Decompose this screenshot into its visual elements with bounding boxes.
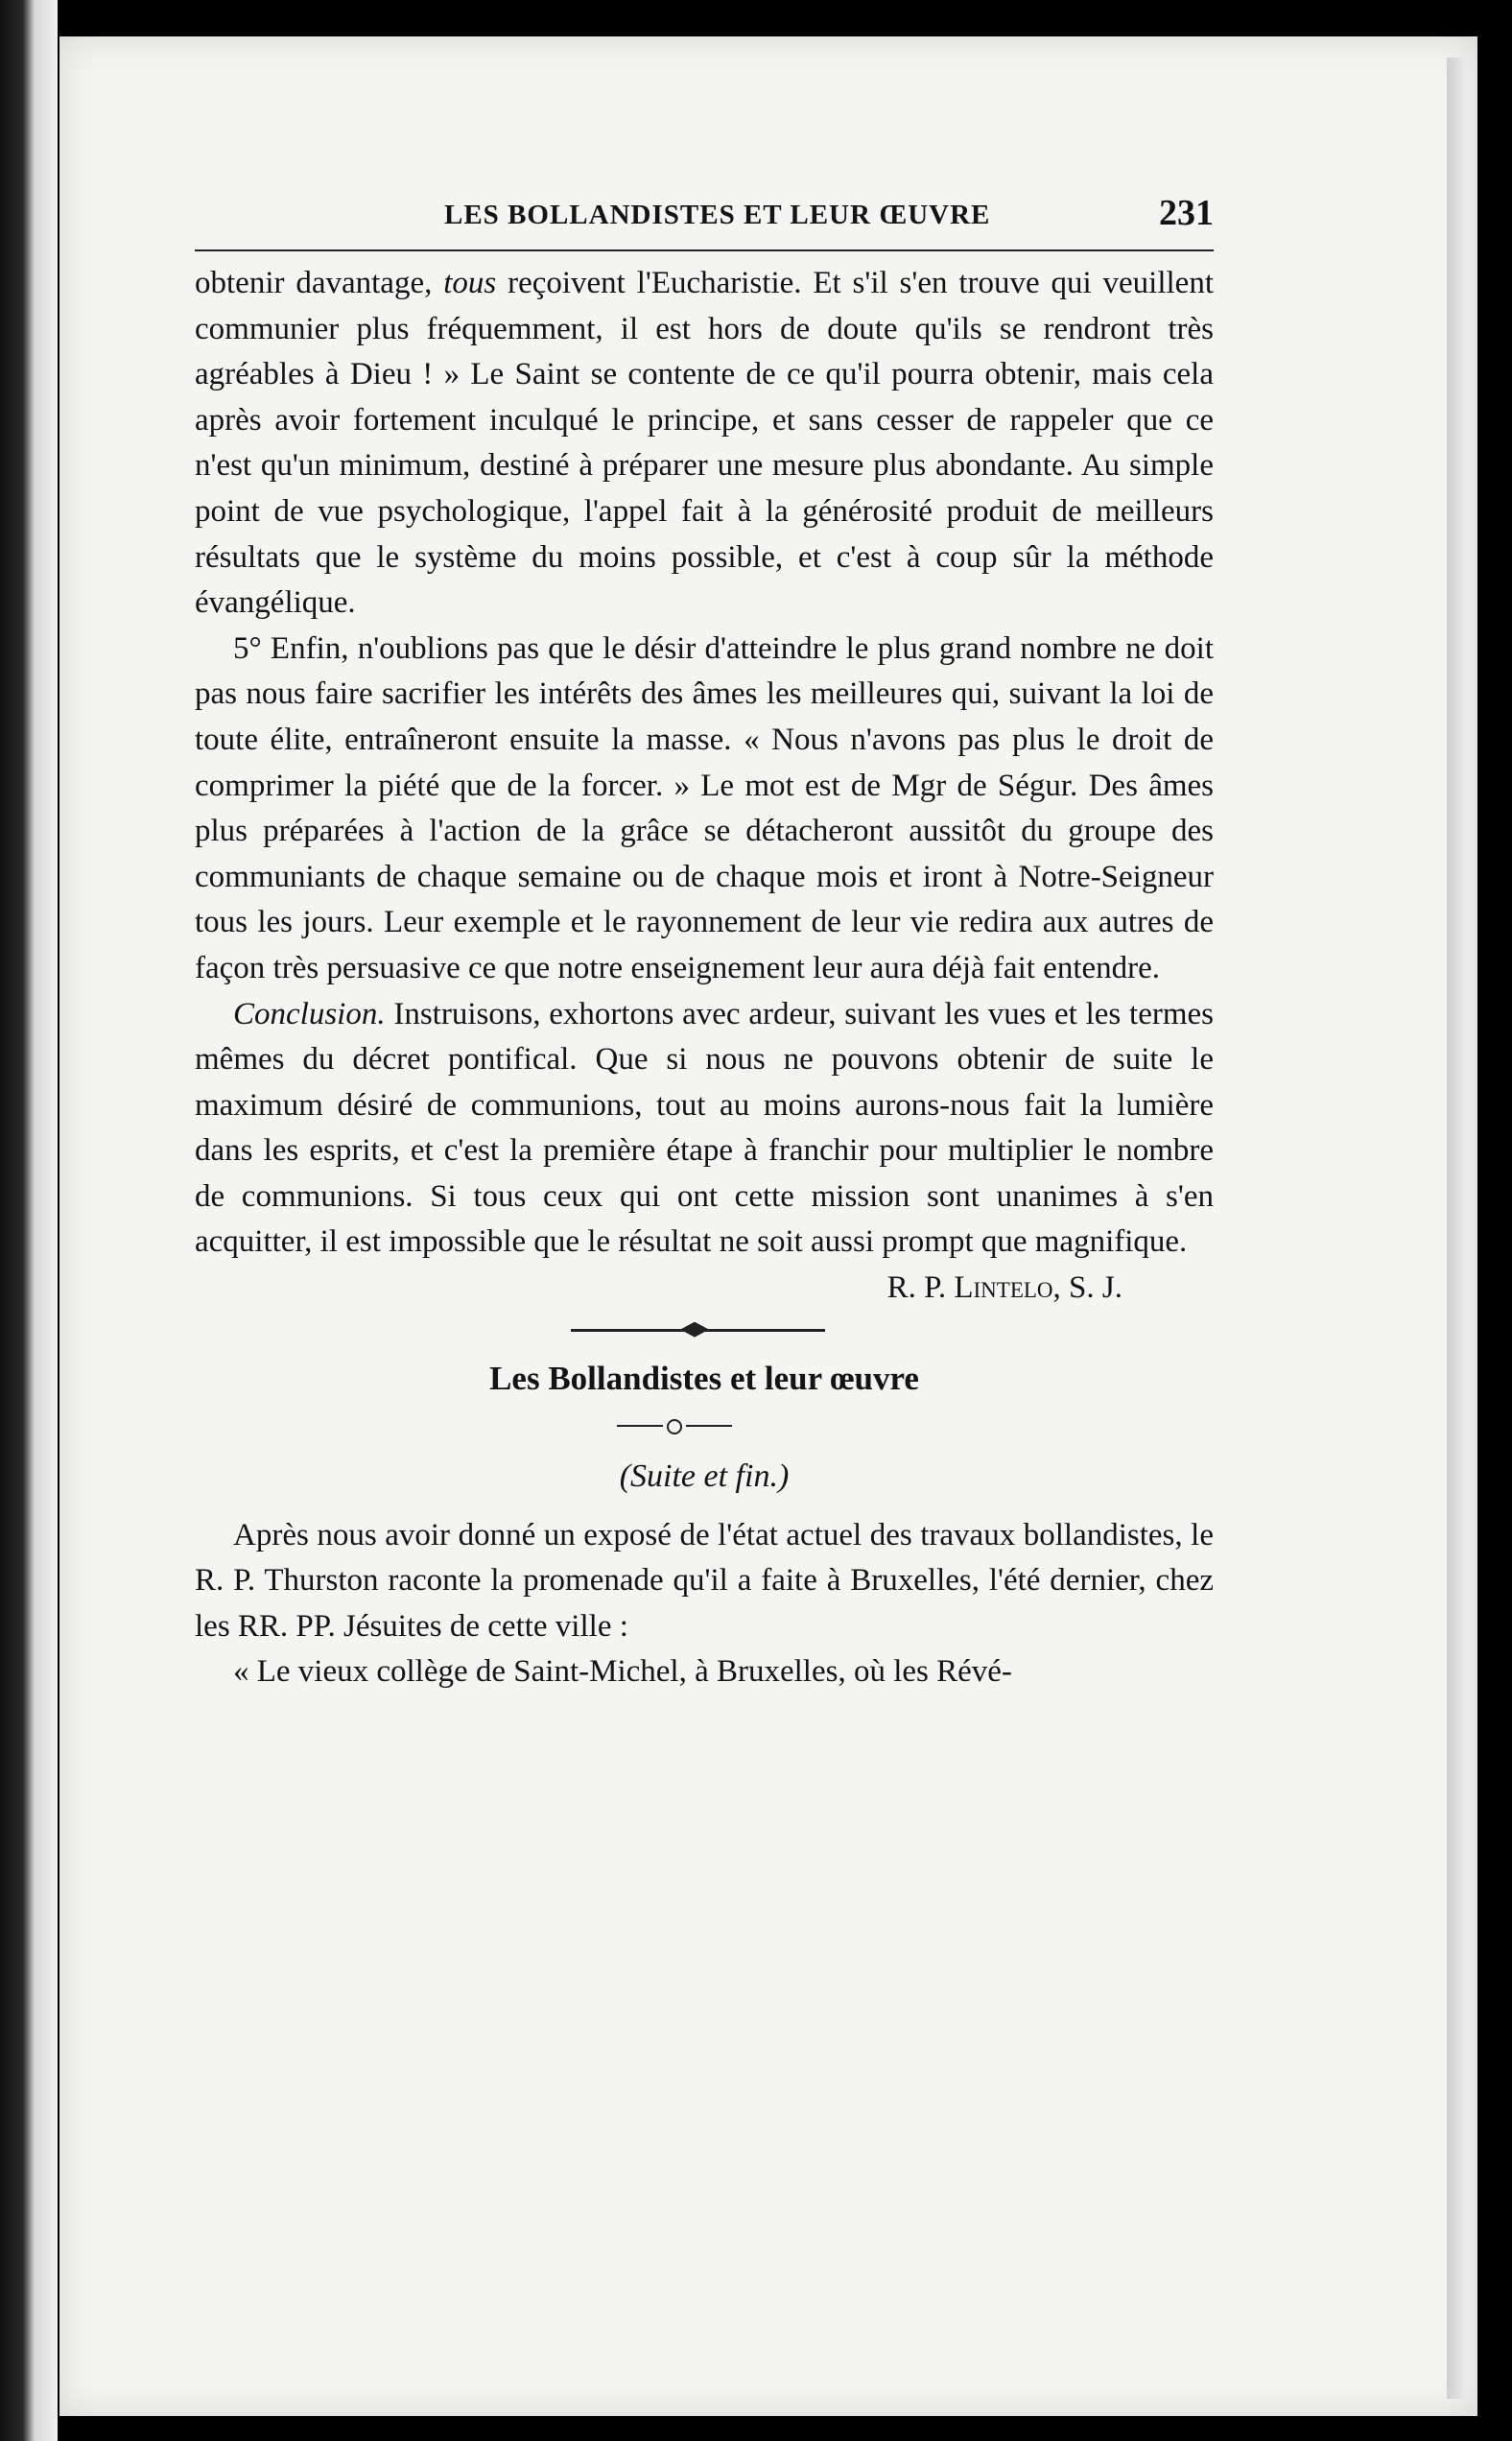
article1-paragraph-2: 5° Enfin, n'oublions pas que le désir d'atteindre le plus grand nombre ne doit pas nous faire sacrifier les intérêts des âmes les meilleures qui, suivant la loi de toute élite, entraîneront ensuite la masse. « Nous n'avons pas plus le droit de comprimer la piété que de la forcer. » Le mot est de Mgr de Ségur. Des âmes plus préparées à l'action de la grâce se détacheront aussitôt du groupe des communiants de chaque semaine ou de chaque mois et iront à Notre-Seigneur tous les jours. Leur exemple et le rayonnement de leur vie redira aux autres de façon très persuasive ce que notre enseignement leur aura déjà fait entendre. [195,630,1214,985]
running-head [195,192,1214,251]
author-signature: R. P. Lintelo, S. J. [886,1270,1122,1306]
paragraph-text-start: obtenir davantage, [195,266,444,300]
page-edge [1447,58,1466,2399]
page-number: 231 [1159,193,1214,233]
ornament-dash-left [617,1425,663,1427]
separator-diamond-ornament [680,1322,709,1338]
article2-paragraph-1: Après nous avoir donné un exposé de l'état actuel des travaux bollandistes, le R. P. Thurston raconte la promenade qu'il a faite à Bruxelles, l'été dernier, chez les RR. PP. Jésuites de cette ville : [195,1517,1214,1644]
article2-subtitle: (Suite et fin.) [619,1457,790,1494]
ornament-dash-right [686,1425,732,1427]
book-gutter [0,0,58,2441]
title-ornament [195,1404,1214,1442]
conclusion-label: Conclusion. [233,996,386,1031]
article2-title: Les Bollandistes et leur œuvre [489,1359,919,1397]
conclusion-text: Instruisons, exhortons avec ardeur, suivant les vues et les termes mêmes du décret pontifical. Que si nous ne pouvons obtenir de suite le maximum désiré de communions, tout au moins aurons-nous fait la lumière dans les esprits, et c'est la première étape à franchir pour multiplier le nombre de communions. Si tous ceux qui ont cette mission sont unanimes à s'en acquitter, il est impossible que le résultat ne soit aussi prompt que magnifique. [195,996,1214,1260]
ornament-circle [667,1419,682,1434]
article2-paragraph-2: « Le vieux collège de Saint-Michel, à Bruxelles, où les Révé- [233,1654,1012,1690]
running-title: LES BOLLANDISTES ET LEUR ŒUVRE [444,200,991,230]
article1-paragraph-1 [195,261,1214,627]
italic-word: tous [443,266,497,300]
section-separator [195,1315,1214,1348]
page-content [195,192,1214,1695]
paragraph-text-rest: reçoivent l'Eucharistie. Et s'il s'en trouve qui veuillent communier plus fréquemment, il est hors de doute qu'ils se rendront très agréables à Dieu ! » Le Saint se contente de ce qu'il pourra obtenir, mais cela après avoir fortement inculqué le principe, et sans cesser de rappeler que ce n'est qu'un minimum, destiné à préparer une mesure plus abondante. Au simple point de vue psychologique, l'appel fait à la générosité produit de meilleurs résultats que le système du moins possible, et c'est à coup sûr la méthode évangélique. [195,266,1214,621]
article1-conclusion [195,992,1214,1267]
